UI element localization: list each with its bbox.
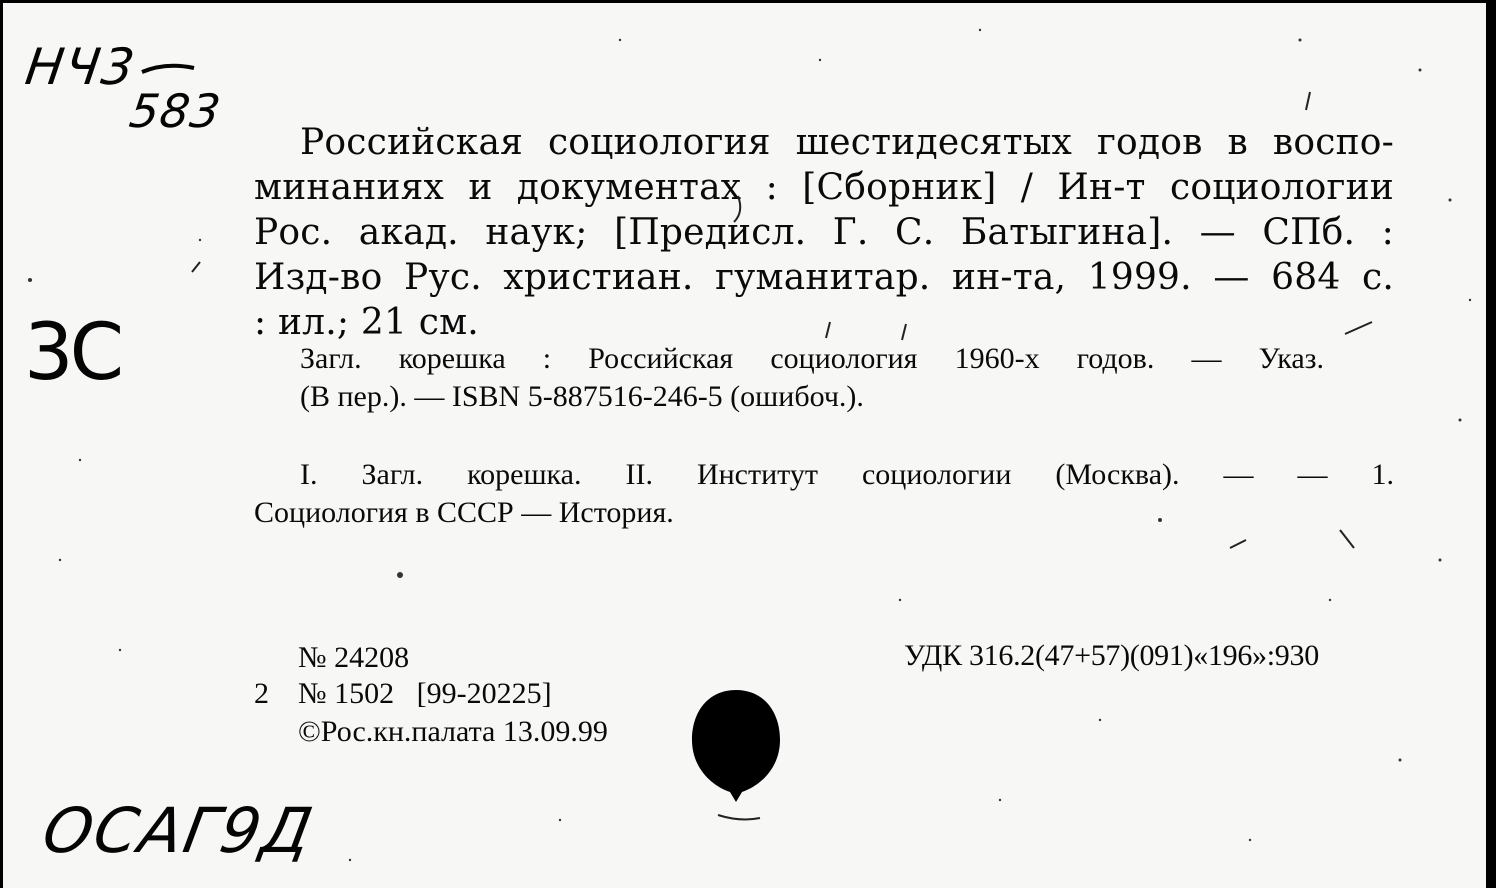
subject-line: Социология в СССР — История.: [254, 496, 674, 529]
card-prefix-2: 2: [254, 677, 269, 710]
card-number-1: № 24208: [298, 641, 410, 674]
handwritten-margin-mark: 3С: [24, 308, 121, 398]
entry-line: Российская социология шестидесятых годов в воспо-: [300, 122, 1394, 163]
entry-line: минаниях и документах : [Сборник] / Ин-т социологии: [254, 167, 1394, 208]
entry-line: : ил.; 21 см.: [254, 302, 479, 343]
card-number-2: № 1502 [99-20225]: [298, 677, 552, 710]
subject-line: I. Загл. корешка. II. Институт социологии (Москва). — — 1.: [300, 458, 1394, 491]
note-line: Загл. корешка : Российская социология 1960-х годов. — Указ.: [300, 342, 1324, 375]
entry-line: Рос. акад. наук; [Предисл. Г. С. Батыгина]. — СПб. :: [254, 212, 1394, 253]
handwritten-shelf-code-top: НЧ3: [21, 38, 140, 96]
note-line: (В пер.). — ISBN 5-887516-246-5 (ошибоч.).: [300, 380, 864, 413]
entry-line: Изд-во Рус. христиан. гуманитар. ин-та, 1999. — 684 с.: [254, 257, 1394, 298]
copyright-line: ©Рос.кн.палата 13.09.99: [298, 715, 608, 748]
handwritten-bottom-code: ОСАГ9Д: [37, 794, 320, 867]
handwritten-shelf-code-bottom: 583: [126, 84, 225, 138]
udk-classification: УДК 316.2(47+57)(091)«196»:930: [904, 639, 1319, 672]
